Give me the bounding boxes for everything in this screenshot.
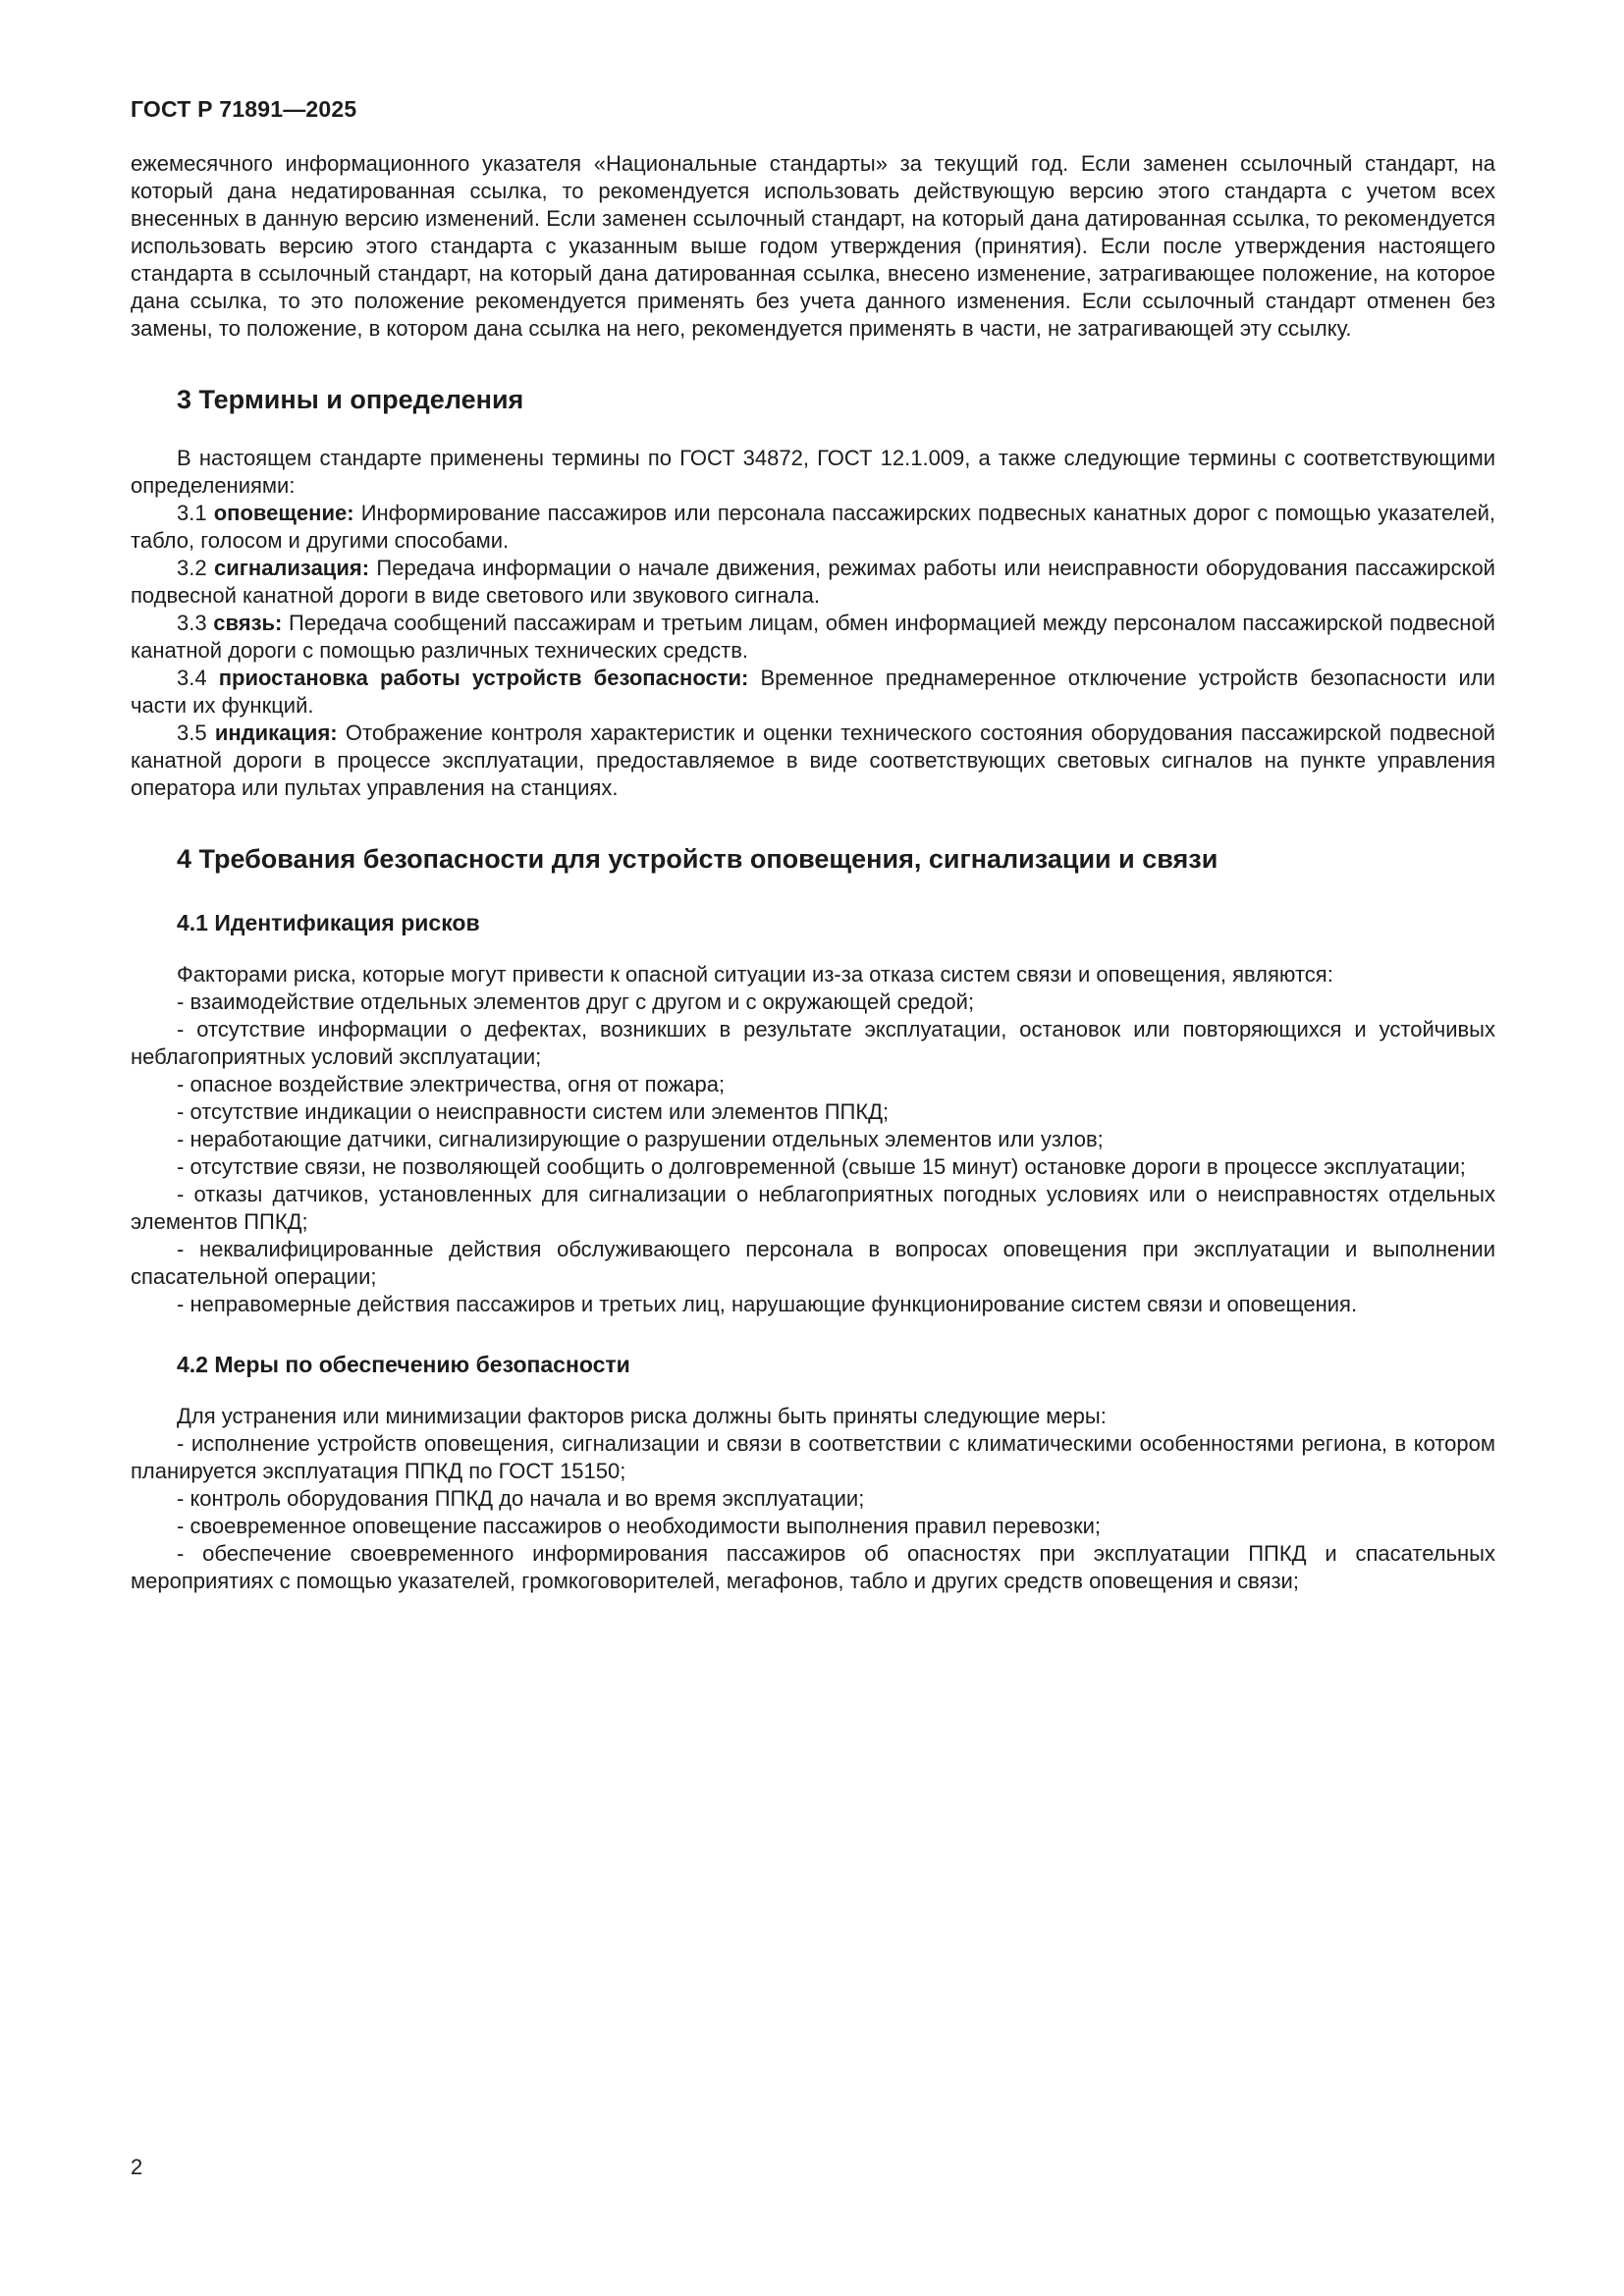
measure-list-item: - обеспечение своевременного информирования пассажиров об опасностях при эксплуатации ППКД и спасательных мероприятиях с помощью указателей, громкоговорителей, мегафонов, табло и других средств оповещения и связи; — [131, 1541, 1495, 1593]
risk-list-item: - отсутствие связи, не позволяющей сообщить о долговременной (свыше 15 минут) остановке дороги в процессе эксплуатации; — [177, 1154, 1466, 1179]
term-text: Информирование пассажиров или персонала пассажирских подвесных канатных дорог с помощью указателей, табло, голосом и другими способами. — [131, 501, 1495, 553]
risk-list-item: - неработающие датчики, сигнализирующие о разрушении отдельных элементов или узлов; — [177, 1127, 1104, 1151]
term-number: 3.5 — [177, 721, 207, 745]
term-name: сигнализация: — [213, 556, 370, 580]
measure-list-item: - своевременное оповещение пассажиров о необходимости выполнения правил перевозки; — [177, 1514, 1101, 1538]
term-number: 3.2 — [177, 556, 207, 580]
section-3-intro: В настоящем стандарте применены термины по ГОСТ 34872, ГОСТ 12.1.009, а также следующие термины с соответствующими определениями: — [131, 446, 1495, 498]
term-name: индикация: — [214, 721, 338, 745]
risk-list-item: - отказы датчиков, установленных для сигнализации о неблагоприятных погодных условиях или о неисправностях отдельных элементов ППКД; — [131, 1182, 1495, 1234]
term-definition-3-3 — [131, 610, 1495, 665]
term-definition-3-2 — [131, 555, 1495, 610]
term-text: Передача сообщений пассажирам и третьим лицам, обмен информацией между персоналом пассажирской подвесной канатной дороги с помощью различных технических средств. — [131, 611, 1495, 663]
subsection-4-1-intro: Факторами риска, которые могут привести к опасной ситуации из-за отказа систем связи и оповещения, являются: — [177, 962, 1333, 987]
section-3-heading: 3 Термины и определения — [177, 385, 524, 414]
running-header: ГОСТ Р 71891—2025 — [131, 96, 357, 122]
term-text: Временное преднамеренное отключение устройств безопасности или части их функций. — [131, 666, 1495, 718]
measure-list-item: - исполнение устройств оповещения, сигнализации и связи в соответствии с климатическими особенностями региона, в котором планируется эксплуатация ППКД по ГОСТ 15150; — [131, 1431, 1495, 1483]
term-definition-3-4 — [131, 665, 1495, 720]
term-definition-3-5 — [131, 720, 1495, 802]
term-name: приостановка работы устройств безопасности: — [218, 666, 749, 690]
continuation-paragraph: ежемесячного информационного указателя «Национальные стандарты» за текущий год. Если заменен ссылочный стандарт, на который дана недатированная ссылка, то рекомендуется использовать действующую версию этого стандарта с учетом всех внесенных в данную версию изменений. Если заменен ссылочный стандарт, на который дана датированная ссылка, то рекомендуется использовать версию этого стандарта с указанным выше годом утверждения (принятия). Если после утверждения настоящего стандарта в ссылочный стандарт, на который дана датированная ссылка, внесено изменение, затрагивающее положение, на которое дана ссылка, то это положение рекомендуется применять без учета данного изменения. Если ссылочный стандарт отменен без замены, то положение, в котором дана ссылка на него, рекомендуется применять в части, не затрагивающей эту ссылку. — [131, 151, 1495, 341]
term-number: 3.1 — [177, 501, 207, 525]
subsection-4-1-heading: 4.1 Идентификация рисков — [177, 910, 480, 935]
risk-list-item: - отсутствие индикации о неисправности систем или элементов ППКД; — [177, 1099, 890, 1124]
term-number: 3.3 — [177, 611, 207, 635]
risk-list-item: - опасное воздействие электричества, огня от пожара; — [177, 1072, 726, 1096]
subsection-4-2-heading: 4.2 Меры по обеспечению безопасности — [177, 1352, 630, 1377]
section-4-heading: 4 Требования безопасности для устройств оповещения, сигнализации и связи — [177, 844, 1218, 874]
risk-list-item: - отсутствие информации о дефектах, возникших в результате эксплуатации, остановок или повторяющихся и устойчивых неблагоприятных условий эксплуатации; — [131, 1017, 1495, 1069]
risk-list-item: - неправомерные действия пассажиров и третьих лиц, нарушающие функционирование систем связи и оповещения. — [177, 1292, 1358, 1316]
term-text: Передача информации о начале движения, режимах работы или неисправности оборудования пассажирской подвесной канатной дороги в виде светового или звукового сигнала. — [131, 556, 1495, 608]
risk-list-item: - неквалифицированные действия обслуживающего персонала в вопросах оповещения при эксплуатации и выполнении спасательной операции; — [131, 1237, 1495, 1289]
term-name: оповещение: — [213, 501, 354, 525]
term-name: связь: — [213, 611, 283, 635]
measure-list-item: - контроль оборудования ППКД до начала и во время эксплуатации; — [177, 1486, 865, 1511]
page-number: 2 — [131, 2155, 143, 2179]
term-text: Отображение контроля характеристик и оценки технического состояния оборудования пассажирской подвесной канатной дороги в процессе эксплуатации, предоставляемое в виде соответствующих световых сигналов на пункте управления оператора или пультах управления на станциях. — [131, 721, 1495, 800]
term-number: 3.4 — [177, 666, 207, 690]
term-definition-3-1 — [131, 500, 1495, 555]
subsection-4-2-intro: Для устранения или минимизации факторов риска должны быть приняты следующие меры: — [177, 1404, 1107, 1428]
risk-list-item: - взаимодействие отдельных элементов друг с другом и с окружающей средой; — [177, 989, 975, 1014]
